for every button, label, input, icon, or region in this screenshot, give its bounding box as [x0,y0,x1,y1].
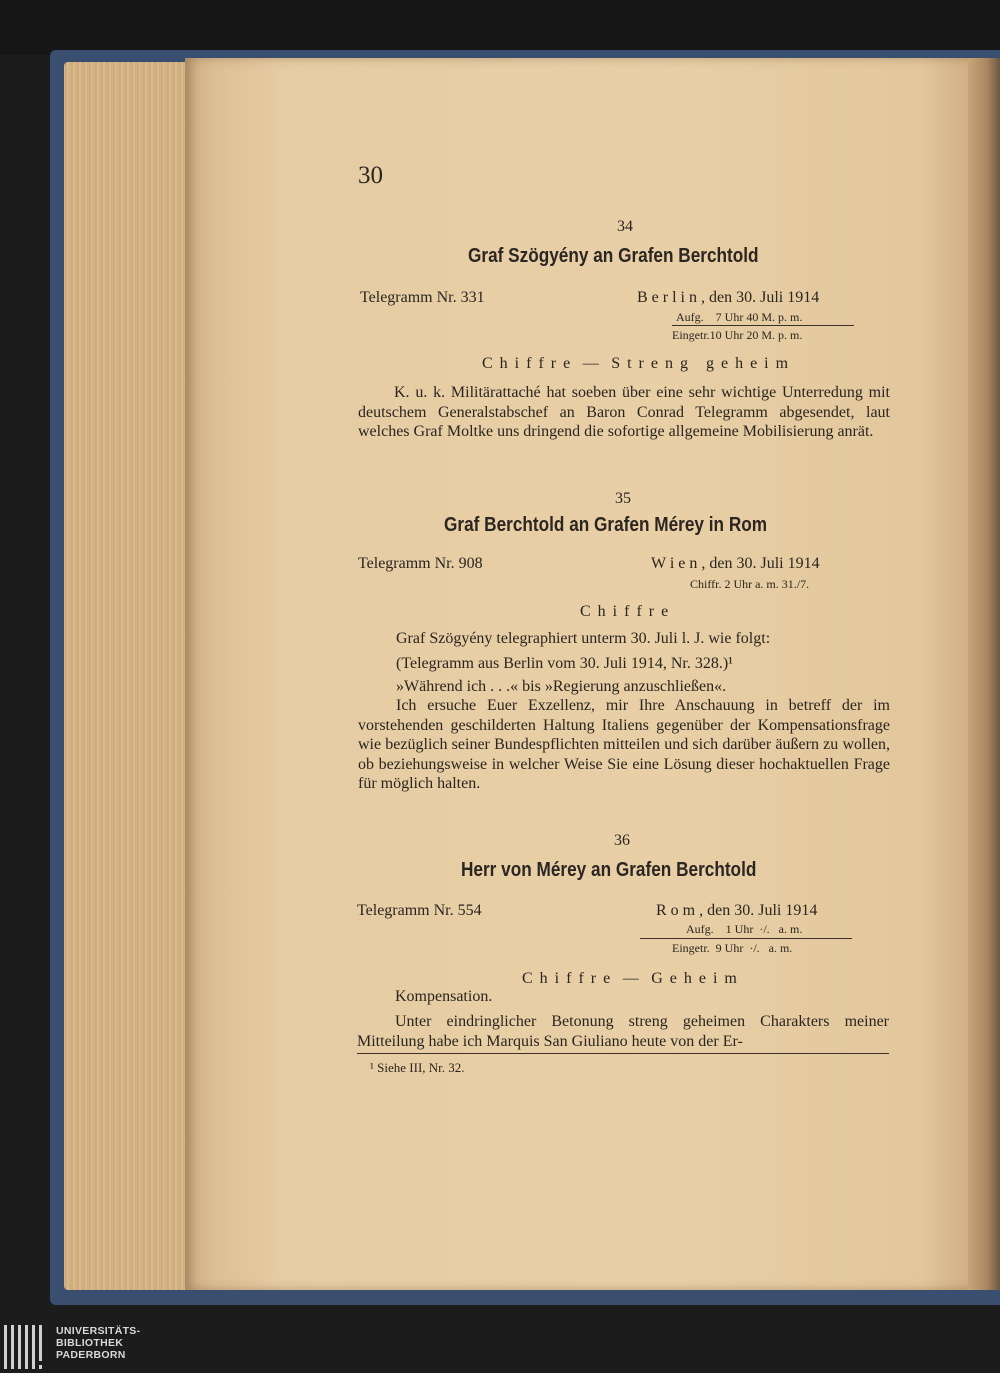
telegram-number: Telegramm Nr. 554 [357,902,482,919]
dispatch-time: Aufg. 7 Uhr 40 M. p. m. [676,310,803,324]
place-date: W i e n , den 30. Juli 1914 [651,555,820,572]
body-line: »Während ich . . .« bis »Regierung anzuschließen«. [396,678,727,695]
time-divider [672,325,854,326]
footnote: ¹ Siehe III, Nr. 32. [370,1060,465,1075]
page-edges [64,62,192,1290]
place-date: R o m , den 30. Juli 1914 [656,902,818,919]
page-number: 30 [358,162,383,189]
time-divider [640,938,852,939]
document-title: Graf Szögyény an Grafen Berchtold [468,245,759,267]
document-title: Herr von Mérey an Grafen Berchtold [461,859,757,881]
received-time: Eingetr.10 Uhr 20 M. p. m. [672,328,803,342]
document-title: Graf Berchtold an Grafen Mérey in Rom [444,514,768,536]
received-time: Eingetr. 9 Uhr ·/. a. m. [672,941,793,955]
background [0,0,1000,55]
document-number: 36 [614,832,630,849]
dispatch-time: Aufg. 1 Uhr ·/. a. m. [686,922,803,936]
library-logo-icon [4,1325,50,1369]
body-line: Kompensation. [395,988,493,1005]
telegram-number: Telegramm Nr. 908 [358,555,483,572]
document-body: Ich ersuche Euer Exzellenz, mir Ihre Anschauung in betreff der im vorstehenden geschilderten Haltung Italiens gegenüber der Kompensationsfrage wie bezüglich seiner Bundespflichten mitteilen und sich darüber äußern zu wollen, ob beziehungsweise in welcher Weise Sie eine Lösung dieser hochaktuellen Frage für möglich halten. [358,697,890,792]
document-number: 35 [615,490,631,507]
decipher-time: Chiffr. 2 Uhr a. m. 31./7. [690,577,810,591]
library-name-line: BIBLIOTHEK [56,1337,124,1349]
document-body: K. u. k. Militärattaché hat soeben über eine sehr wichtige Unterredung mit deutschem Generalstabschef an Baron Conrad Telegramm abgesendet, laut welches Graf Moltke uns dringend die sofortige allgemeine Mobilisierung anrät. [358,384,890,440]
document-number: 34 [617,218,633,235]
body-line: (Telegramm aus Berlin vom 30. Juli 1914, Nr. 328.)¹ [396,655,733,672]
book-page [185,58,985,1290]
place-date: B e r l i n , den 30. Juli 1914 [637,289,820,306]
classification: C h i f f r e [580,603,670,620]
classification: C h i f f r e — S t r e n g g e h e i m [482,355,790,372]
telegram-number: Telegramm Nr. 331 [360,289,485,306]
library-name [56,1325,140,1361]
classification: C h i f f r e — G e h e i m [522,970,739,987]
library-name-line: UNIVERSITÄTS- [56,1325,141,1337]
library-name-line: PADERBORN [56,1349,126,1361]
page-gutter [968,58,1000,1290]
footnote-rule [357,1053,889,1054]
body-line: Graf Szögyény telegraphiert unterm 30. Juli l. J. wie folgt: [396,630,771,647]
document-body: Unter eindringlicher Betonung streng geheimen Charakters meiner Mitteilung habe ich Marquis San Giuliano heute von der Er- [357,1013,889,1050]
